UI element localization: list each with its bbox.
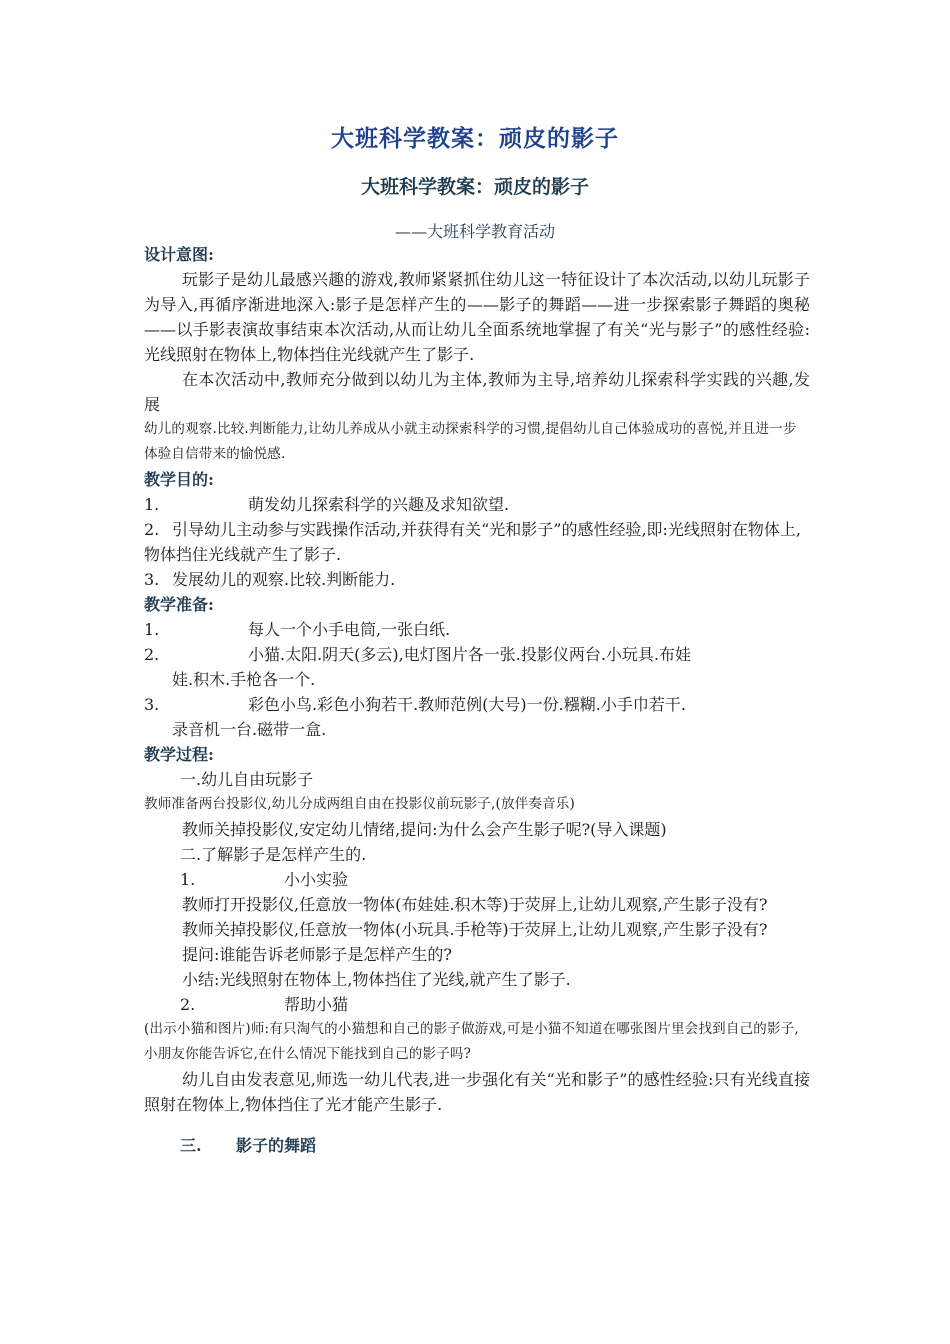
step-2 <box>144 992 810 1017</box>
prep-item-2-continued: 娃.积木.手枪各一个. <box>172 670 316 689</box>
prep-item-3 <box>144 692 810 717</box>
step-title: 帮助小猫 <box>284 995 349 1014</box>
goal-number: 2. <box>144 520 160 539</box>
goal-number: 1. <box>144 495 160 514</box>
prep-number: 1. <box>144 620 160 639</box>
step-1-paragraph-1: 教师打开投影仪,任意放一物体(布娃娃.积木等)于荧屏上,让幼儿观察,产生影子没有? <box>182 895 768 914</box>
step-2-paragraph: 幼儿自由发表意见,师选一幼儿代表,进一步强化有关“光和影子”的感性经验:只有光线直接照射在物体上,物体挡住了光才能产生影子. <box>144 1070 810 1114</box>
step-2-note: (出示小猫和图片)师:有只淘气的小猫想和自己的影子做游戏,可是小猫不知道在哪张图片里会找到自己的影子,小朋友你能告诉它,在什么情况下能找到自己的影子吗? <box>144 1021 799 1062</box>
goals-heading: 教学目的: <box>144 470 214 489</box>
step-1-summary: 小结:光线照射在物体上,物体挡住了光线,就产生了影子. <box>182 970 571 989</box>
document-tagline: ——大班科学教育活动 <box>394 222 555 241</box>
prep-text: 彩色小鸟.彩色小狗若干.教师范例(大号)一份.糨糊.小手巾若干. <box>248 695 686 714</box>
design-paragraph-3: 幼儿的观察.比较.判断能力,让幼儿养成从小就主动探索科学的习惯,提倡幼儿自己体验成功的喜悦,并且进一步体验自信带来的愉悦感. <box>144 421 797 462</box>
prep-item-2 <box>144 642 810 667</box>
process-heading: 教学过程: <box>144 745 214 764</box>
process-section-3 <box>144 1133 810 1158</box>
design-paragraph-1: 玩影子是幼儿最感兴趣的游戏,教师紧紧抓住幼儿这一特征设计了本次活动,以幼儿玩影子为导入,再循序渐进地深入:影子是怎样产生的——影子的舞蹈——进一步探索影子舞蹈的奥秘——以手影表演故事结束本次活动,从而让幼儿全面系统地掌握了有关“光与影子”的感性经验:光线照射在物体上,物体挡住光线就产生了影子. <box>144 270 810 364</box>
step-number: 2. <box>180 995 196 1014</box>
goal-text: 引导幼儿主动参与实践操作活动,并获得有关“光和影子”的感性经验,即:光线照射在物体上,物体挡住光线就产生了影子. <box>144 520 802 564</box>
goal-text: 发展幼儿的观察.比较.判断能力. <box>172 570 396 589</box>
goal-text: 萌发幼儿探索科学的兴趣及求知欲望. <box>248 495 510 514</box>
prep-item-3-continued: 录音机一台.磁带一盒. <box>172 720 327 739</box>
goal-item-2 <box>144 517 810 567</box>
goal-number: 3. <box>144 570 160 589</box>
goal-item-3 <box>144 567 810 592</box>
step-number: 1. <box>180 870 196 889</box>
design-paragraph-2: 在本次活动中,教师充分做到以幼儿为主体,教师为主导,培养幼儿探索科学实践的兴趣,发展 <box>144 370 810 414</box>
process-section-1: 一.幼儿自由玩影子 <box>180 770 314 789</box>
step-title: 小小实验 <box>284 870 349 889</box>
step-1 <box>144 867 810 892</box>
document-subtitle: 大班科学教案：顽皮的影子 <box>360 176 589 198</box>
prep-text: 小猫.太阳.阴天(多云),电灯图片各一张.投影仪两台.小玩具.布娃 <box>248 645 692 664</box>
document-body <box>144 242 810 1174</box>
process-section-2: 二.了解影子是怎样产生的. <box>180 845 367 864</box>
document-title: 大班科学教案：顽皮的影子 <box>331 125 619 152</box>
section-number: 三. <box>180 1136 202 1155</box>
design-heading: 设计意图: <box>144 245 214 264</box>
prep-number: 2. <box>144 645 160 664</box>
prep-heading: 教学准备: <box>144 595 214 614</box>
process-section-1-paragraph: 教师关掉投影仪,安定幼儿情绪,提问:为什么会产生影子呢?(导入课题) <box>182 820 667 839</box>
prep-number: 3. <box>144 695 160 714</box>
step-1-paragraph-2: 教师关掉投影仪,任意放一物体(小玩具.手枪等)于荧屏上,让幼儿观察,产生影子没有? <box>182 920 768 939</box>
prep-text: 每人一个小手电筒,一张白纸. <box>248 620 451 639</box>
prep-item-1 <box>144 617 810 642</box>
section-title: 影子的舞蹈 <box>236 1136 317 1155</box>
goal-item-1 <box>144 492 810 517</box>
step-1-question: 提问:谁能告诉老师影子是怎样产生的? <box>182 945 452 964</box>
process-section-1-note: 教师准备两台投影仪,幼儿分成两组自由在投影仪前玩影子,(放伴奏音乐) <box>144 796 575 812</box>
